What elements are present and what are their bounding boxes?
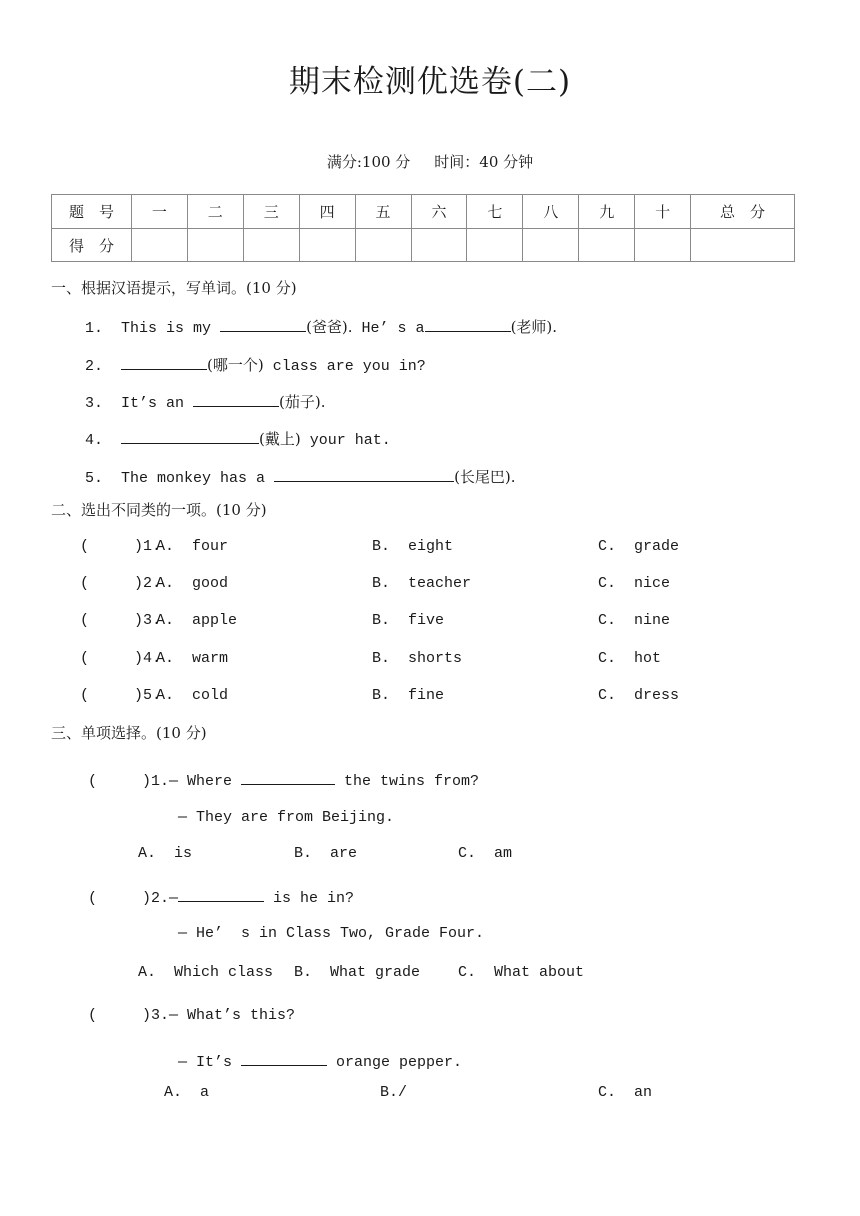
score-table-score-row: [52, 229, 795, 262]
header-cell: 八: [523, 195, 579, 229]
header-cell: 题 号: [52, 195, 132, 229]
exam-page: 期末检测优选卷(二) 满分:100 分 时间：40 分钟 题 号 一 二 三 四 五 六 七 八 九 十 总 分 得 分 一、根据汉语提示，写单词。(10 分) 1. This is my (爸爸). He’ s a (老师). 2. (哪一个) class are you in? 3. It’s an (茄子). 4. (戴上) your hat. 5. The monkey has a (长尾巴). 二、选出不同类的一项。(10 分) ( )1. A. four B. eight C. grade ( )2. A. good B. teacher C. nice ( )3. A. apple B. five C. nine ( )4. A. warm B. shorts C. hot ( )5. A. cold B. fine C. dress 三、单项选择。(10 分) ( )1.— Where the twins from? — They are from Beijing. A. is B. are C. am ( )2.— is he in? — He’ s in Class Two, Grade Four. A. Which class B. What grade C. What about ( )3.— What’s this? — It’s orange pepper. A. a B./ C. an: [0, 0, 860, 1216]
s1-item-2: 2. (哪一个) class are you in?: [85, 356, 426, 375]
option-c: C. dress: [598, 687, 680, 704]
option-b: B. fine: [372, 687, 445, 704]
section3-heading: 三、单项选择。(10 分): [51, 724, 207, 742]
s3-q1-question: ( )1.— Where the twins from?: [88, 770, 479, 790]
score-cell[interactable]: [635, 229, 691, 262]
s3-q1-answer: — They are from Beijing.: [178, 809, 395, 826]
s3-q3-answer: — It’s orange pepper.: [178, 1051, 462, 1071]
option-a: A. is: [138, 845, 193, 862]
s1-item-5: 5. The monkey has a (长尾巴).: [85, 468, 516, 487]
header-cell: 六: [411, 195, 467, 229]
option-a: A. apple: [156, 612, 238, 629]
answer-blank[interactable]: [178, 887, 264, 902]
score-table: [51, 194, 795, 262]
option-b: B. eight: [372, 538, 454, 555]
answer-blank[interactable]: [425, 317, 511, 332]
score-cell[interactable]: [411, 229, 467, 262]
option-c: C. nine: [598, 612, 671, 629]
s3-q2-answer: — He’ s in Class Two, Grade Four.: [178, 925, 485, 942]
option-b: B./: [380, 1084, 408, 1101]
option-c: C. hot: [598, 650, 662, 667]
option-c: C. grade: [598, 538, 680, 555]
header-cell: 二: [187, 195, 243, 229]
answer-blank[interactable]: [241, 1051, 327, 1066]
full-score: 满分:100 分: [326, 153, 411, 171]
option-b: B. shorts: [372, 650, 463, 667]
option-c: C. an: [598, 1084, 653, 1101]
header-cell: 总 分: [691, 195, 795, 229]
option-a: A. good: [156, 575, 229, 592]
score-cell[interactable]: [523, 229, 579, 262]
s1-item-4: 4. (戴上) your hat.: [85, 430, 391, 449]
option-b: B. teacher: [372, 575, 472, 592]
score-row-label: 得 分: [52, 229, 132, 262]
score-cell[interactable]: [131, 229, 187, 262]
section1-heading: 一、根据汉语提示，写单词。(10 分): [51, 279, 297, 297]
header-cell: 七: [467, 195, 523, 229]
option-b: B. What grade: [294, 964, 421, 981]
option-c: C. am: [458, 845, 513, 862]
score-cell[interactable]: [243, 229, 299, 262]
answer-blank[interactable]: [193, 392, 279, 407]
option-c: C. nice: [598, 575, 671, 592]
header-cell: 十: [635, 195, 691, 229]
score-cell[interactable]: [691, 229, 795, 262]
score-cell[interactable]: [579, 229, 635, 262]
score-cell[interactable]: [299, 229, 355, 262]
score-cell[interactable]: [187, 229, 243, 262]
score-cell[interactable]: [467, 229, 523, 262]
s1-item-1: 1. This is my (爸爸). He’ s a (老师).: [85, 318, 558, 337]
score-cell[interactable]: [355, 229, 411, 262]
option-a: A. Which class: [138, 964, 274, 981]
answer-blank[interactable]: [121, 355, 207, 370]
option-c: C. What about: [458, 964, 585, 981]
header-cell: 三: [243, 195, 299, 229]
option-a: A. a: [164, 1084, 210, 1101]
s1-item-3: 3. It’s an (茄子).: [85, 393, 326, 412]
option-b: B. five: [372, 612, 445, 629]
page-title: 期末检测优选卷(二): [288, 64, 572, 100]
header-cell: 五: [355, 195, 411, 229]
answer-blank[interactable]: [220, 317, 306, 332]
header-cell: 一: [131, 195, 187, 229]
option-a: A. cold: [156, 687, 229, 704]
header-cell: 四: [299, 195, 355, 229]
exam-meta: [0, 151, 860, 172]
answer-blank[interactable]: [274, 467, 454, 482]
answer-blank[interactable]: [241, 770, 335, 785]
s3-q3-question: ( )3.— What’s this?: [88, 1007, 296, 1024]
time-limit: 时间：40 分钟: [434, 153, 534, 171]
section2-heading: 二、选出不同类的一项。(10 分): [51, 501, 267, 519]
answer-blank[interactable]: [121, 429, 259, 444]
s3-q2-question: ( )2.— is he in?: [88, 887, 354, 907]
option-a: A. four: [156, 538, 229, 555]
option-a: A. warm: [156, 650, 229, 667]
option-b: B. are: [294, 845, 358, 862]
header-cell: 九: [579, 195, 635, 229]
score-table-header-row: [52, 195, 795, 229]
